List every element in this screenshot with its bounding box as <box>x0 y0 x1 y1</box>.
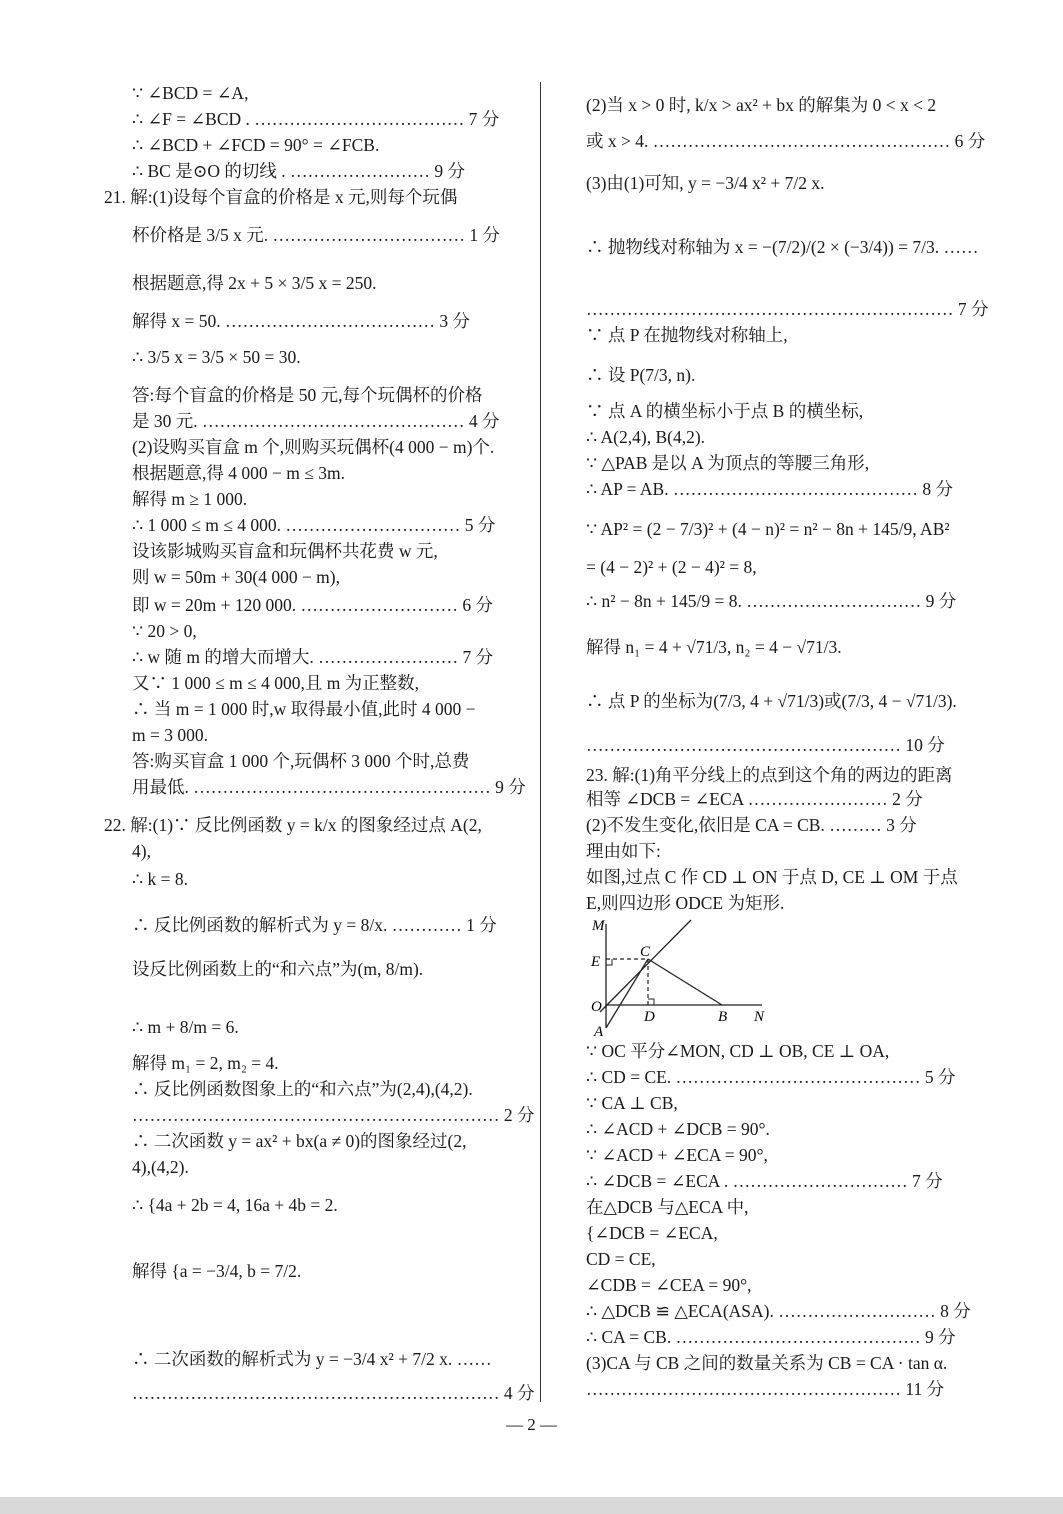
left-line <box>132 82 522 104</box>
right-line <box>586 788 978 810</box>
right-line <box>586 1196 978 1218</box>
label-d: D <box>644 1009 655 1025</box>
left-line <box>132 436 522 458</box>
left-line <box>132 698 522 720</box>
left-line-text: ∴ w 随 m 的增大而增大. …………………… 7 分 <box>132 647 494 667</box>
right-line <box>586 690 978 712</box>
left-line <box>132 1194 522 1216</box>
bisector-oc <box>600 920 691 1012</box>
right-line-text: ∵ ∠ACD + ∠ECA = 90°, <box>586 1145 768 1165</box>
left-line <box>132 724 522 746</box>
right-line <box>586 364 978 386</box>
right-angle-e <box>606 959 612 965</box>
left-line-text: (2)设购买盲盒 m 个,则购买玩偶杯(4 000 − m)个. <box>132 437 495 457</box>
right-line-text: ∴ 抛物线对称轴为 x = −(7/2)/(2 × (−3/4)) = 7/3. …… <box>586 237 979 257</box>
right-line-text: ∴ n² − 8n + 145/9 = 8. ………………………… 9 分 <box>586 591 957 611</box>
left-line-text: 是 30 元. ……………………………………… 4 分 <box>132 411 500 431</box>
left-line <box>132 868 522 890</box>
left-line-text: 解得 m ≥ 1 000. <box>132 489 248 509</box>
right-line-text: ∴ A(2,4), B(4,2). <box>586 427 706 447</box>
right-line-text: (3)由(1)可知, y = −3/4 x² + 7/2 x. <box>586 173 825 193</box>
right-line <box>586 1144 978 1166</box>
left-line <box>132 1156 522 1178</box>
left-line-text: 21. 解:(1)设每个盲盒的价格是 x 元,则每个玩偶 <box>104 187 458 207</box>
right-line <box>586 1092 978 1114</box>
right-line-text: (2)当 x > 0 时, k/x > ax² + bx 的解集为 0 < x < 2 <box>586 95 937 115</box>
left-line <box>132 750 522 772</box>
bottom-bar <box>0 1497 1063 1514</box>
right-line <box>586 1274 978 1296</box>
right-line <box>586 1040 978 1062</box>
left-line-text: 解得 {a = −3/4, b = 7/2. <box>132 1261 302 1281</box>
right-line <box>586 556 978 578</box>
segment-ca <box>606 959 648 1028</box>
left-line <box>132 840 522 862</box>
right-line <box>586 892 978 914</box>
left-line-text: 根据题意,得 2x + 5 × 3/5 x = 250. <box>132 273 377 293</box>
left-line <box>132 1052 522 1074</box>
right-line-text: ……………………………………………………… 7 分 <box>586 299 989 319</box>
right-line <box>586 298 989 320</box>
right-line <box>586 400 978 422</box>
right-line <box>586 1170 978 1192</box>
left-line <box>132 1016 522 1038</box>
left-line <box>132 620 522 642</box>
left-line-text: ……………………………………………………… 4 分 <box>132 1383 535 1403</box>
left-line-text: 则 w = 50m + 30(4 000 − m), <box>132 567 341 587</box>
left-line-text: 答:购买盲盒 1 000 个,玩偶杯 3 000 个时,总费 <box>132 751 470 771</box>
right-line <box>586 130 986 152</box>
left-line <box>132 160 522 182</box>
right-line-text: ∵ CA ⊥ CB, <box>586 1093 678 1113</box>
right-line <box>586 452 978 474</box>
geometry-figure <box>586 916 776 1040</box>
right-line-text: ∴ △DCB ≌ △ECA(ASA). ……………………… 8 分 <box>586 1301 971 1321</box>
right-line <box>586 1300 978 1322</box>
left-line <box>132 776 526 798</box>
left-line <box>132 540 522 562</box>
segment-cb <box>648 959 722 1005</box>
left-line-text: ∴ ∠BCD + ∠FCD = 90° = ∠FCB. <box>132 135 380 155</box>
label-o: O <box>591 999 602 1015</box>
left-line <box>132 514 522 536</box>
right-line <box>586 94 978 116</box>
left-line-text: ∴ 二次函数 y = ax² + bx(a ≠ 0)的图象经过(2, <box>132 1131 467 1151</box>
left-line-text: ∴ 反比例函数的解析式为 y = 8/x. ………… 1 分 <box>132 915 497 935</box>
right-line-text: ∵ 点 P 在抛物线对称轴上, <box>586 325 788 345</box>
left-line <box>132 1260 522 1282</box>
left-line <box>132 594 522 616</box>
right-line <box>586 1378 978 1400</box>
left-line <box>132 272 522 294</box>
label-e: E <box>591 954 601 970</box>
left-line-text: ∵ ∠BCD = ∠A, <box>132 83 249 103</box>
left-line-text: ∴ k = 8. <box>132 869 189 889</box>
left-line-text: 解得 m₁ = 2, m₂ = 4. <box>132 1053 279 1073</box>
right-line <box>586 1248 978 1270</box>
left-line-text: 杯价格是 3/5 x 元. …………………………… 1 分 <box>132 225 500 245</box>
right-line-text: ∵ OC 平分∠MON, CD ⊥ OB, CE ⊥ OA, <box>586 1041 890 1061</box>
left-line-text: ∴ 当 m = 1 000 时,w 取得最小值,此时 4 000 − <box>132 699 476 719</box>
left-line-text: 即 w = 20m + 120 000. ……………………… 6 分 <box>132 595 493 615</box>
left-line <box>132 108 522 130</box>
left-line <box>132 1104 535 1126</box>
right-line <box>586 172 978 194</box>
right-line-text: 解得 n₁ = 4 + √71/3, n₂ = 4 − √71/3. <box>586 637 842 657</box>
label-a: A <box>594 1024 604 1040</box>
left-line-text: ∴ 3/5 x = 3/5 × 50 = 30. <box>132 347 301 367</box>
right-line <box>586 426 978 448</box>
left-line <box>132 488 522 510</box>
right-line-text: 如图,过点 C 作 CD ⊥ ON 于点 D, CE ⊥ OM 于点 <box>586 867 958 887</box>
left-line <box>104 186 522 208</box>
right-line <box>586 1326 978 1348</box>
right-line <box>586 1222 978 1244</box>
left-line-text: ……………………………………………………… 2 分 <box>132 1105 535 1125</box>
label-n: N <box>754 1009 765 1025</box>
right-line-text: ∴ 点 P 的坐标为(7/3, 4 + √71/3)或(7/3, 4 − √71/3). <box>586 691 957 711</box>
left-line-text: ∴ BC 是⊙O 的切线 . …………………… 9 分 <box>132 161 466 181</box>
right-line <box>586 478 978 500</box>
left-line-text: 答:每个盲盒的价格是 50 元,每个玩偶杯的价格 <box>132 385 483 405</box>
left-line-text: 4),(4,2). <box>132 1157 189 1177</box>
right-line-text: ∵ 点 A 的横坐标小于点 B 的横坐标, <box>586 401 864 421</box>
right-line <box>586 764 978 786</box>
left-line-text: 设该影城购买盲盒和玩偶杯共花费 w 元, <box>132 541 438 561</box>
left-line-text: ∴ {4a + 2b = 4, 16a + 4b = 2. <box>132 1195 338 1215</box>
left-line-text: 4), <box>132 841 151 861</box>
left-line-text: m = 3 000. <box>132 725 208 745</box>
left-line <box>132 566 522 588</box>
column-divider <box>540 82 541 1402</box>
right-line-text: ∴ AP = AB. …………………………………… 8 分 <box>586 479 953 499</box>
label-c: C <box>640 944 651 960</box>
left-line <box>132 672 522 694</box>
page-number: — 2 — <box>506 1415 557 1434</box>
left-line <box>132 134 522 156</box>
left-line-text: ∴ 反比例函数图象上的“和六点”为(2,4),(4,2). <box>132 1079 473 1099</box>
left-line <box>132 646 522 668</box>
left-line-text: ∴ 1 000 ≤ m ≤ 4 000. ………………………… 5 分 <box>132 515 496 535</box>
left-line-text: ∴ 二次函数的解析式为 y = −3/4 x² + 7/2 x. …… <box>132 1349 492 1369</box>
left-line <box>132 1130 522 1152</box>
left-line <box>132 914 522 936</box>
label-b: B <box>718 1009 728 1025</box>
left-line-text: ∵ 20 > 0, <box>132 621 197 641</box>
left-line <box>132 1382 535 1404</box>
left-line <box>132 384 522 406</box>
right-line <box>586 1118 978 1140</box>
right-line <box>586 518 978 540</box>
left-line <box>132 410 522 432</box>
right-line-text: E,则四边形 ODCE 为矩形. <box>586 893 785 913</box>
right-line-text: ∴ CD = CE. …………………………………… 5 分 <box>586 1067 956 1087</box>
right-line-text: {∠DCB = ∠ECA, <box>586 1223 718 1243</box>
right-line-text: ∴ ∠DCB = ∠ECA . ………………………… 7 分 <box>586 1171 943 1191</box>
right-line <box>586 636 978 658</box>
right-line-text: ……………………………………………… 11 分 <box>586 1379 945 1399</box>
right-line-text: (2)不发生变化,依旧是 CA = CB. ……… 3 分 <box>586 815 917 835</box>
right-line-text: 理由如下: <box>586 841 661 861</box>
right-line-text: 相等 ∠DCB = ∠ECA …………………… 2 分 <box>586 789 923 809</box>
left-line-text: ∴ ∠F = ∠BCD . ……………………………… 7 分 <box>132 109 500 129</box>
left-line <box>104 814 522 836</box>
left-line <box>132 1348 522 1370</box>
left-line <box>132 1078 522 1100</box>
left-line <box>132 310 522 332</box>
right-line-text: = (4 − 2)² + (2 − 4)² = 8, <box>586 557 757 577</box>
right-line <box>586 866 978 888</box>
right-line <box>586 324 978 346</box>
left-line <box>132 958 522 980</box>
left-line <box>132 224 522 246</box>
right-line-text: (3)CA 与 CB 之间的数量关系为 CB = CA · tan α. <box>586 1353 948 1373</box>
right-line <box>586 1352 978 1374</box>
right-line <box>586 840 978 862</box>
right-line-text: 或 x > 4. …………………………………………… 6 分 <box>586 131 986 151</box>
right-line <box>586 590 978 612</box>
right-line <box>586 1066 978 1088</box>
right-line-text: ∠CDB = ∠CEA = 90°, <box>586 1275 752 1295</box>
right-line-text: ∵ △PAB 是以 A 为顶点的等腰三角形, <box>586 453 870 473</box>
right-line-text: ∴ 设 P(7/3, n). <box>586 365 696 385</box>
right-line-text: 在△DCB 与△ECA 中, <box>586 1197 749 1217</box>
right-line-text: CD = CE, <box>586 1249 656 1269</box>
left-line <box>132 346 522 368</box>
right-line <box>586 236 978 258</box>
right-line <box>586 734 978 756</box>
left-line-text: 用最低. …………………………………………… 9 分 <box>132 777 526 797</box>
left-line-text: 解得 x = 50. ……………………………… 3 分 <box>132 311 470 331</box>
left-line-text: 又∵ 1 000 ≤ m ≤ 4 000,且 m 为正整数, <box>132 673 420 693</box>
right-line-text: ∴ CA = CB. …………………………………… 9 分 <box>586 1327 956 1347</box>
left-line-text: 22. 解:(1)∵ 反比例函数 y = k/x 的图象经过点 A(2, <box>104 815 482 835</box>
right-line-text: ……………………………………………… 10 分 <box>586 735 945 755</box>
right-line <box>586 814 978 836</box>
right-angle-d <box>648 999 654 1005</box>
right-line-text: 23. 解:(1)角平分线上的点到这个角的两边的距离 <box>586 765 953 785</box>
left-line-text: 设反比例函数上的“和六点”为(m, 8/m). <box>132 959 424 979</box>
left-line <box>132 462 522 484</box>
left-line-text: 根据题意,得 4 000 − m ≤ 3m. <box>132 463 345 483</box>
label-m: M <box>592 918 605 934</box>
right-line-text: ∴ ∠ACD + ∠DCB = 90°. <box>586 1119 770 1139</box>
left-line-text: ∴ m + 8/m = 6. <box>132 1017 239 1037</box>
right-line-text: ∵ AP² = (2 − 7/3)² + (4 − n)² = n² − 8n + 145/9, AB² <box>586 519 950 539</box>
